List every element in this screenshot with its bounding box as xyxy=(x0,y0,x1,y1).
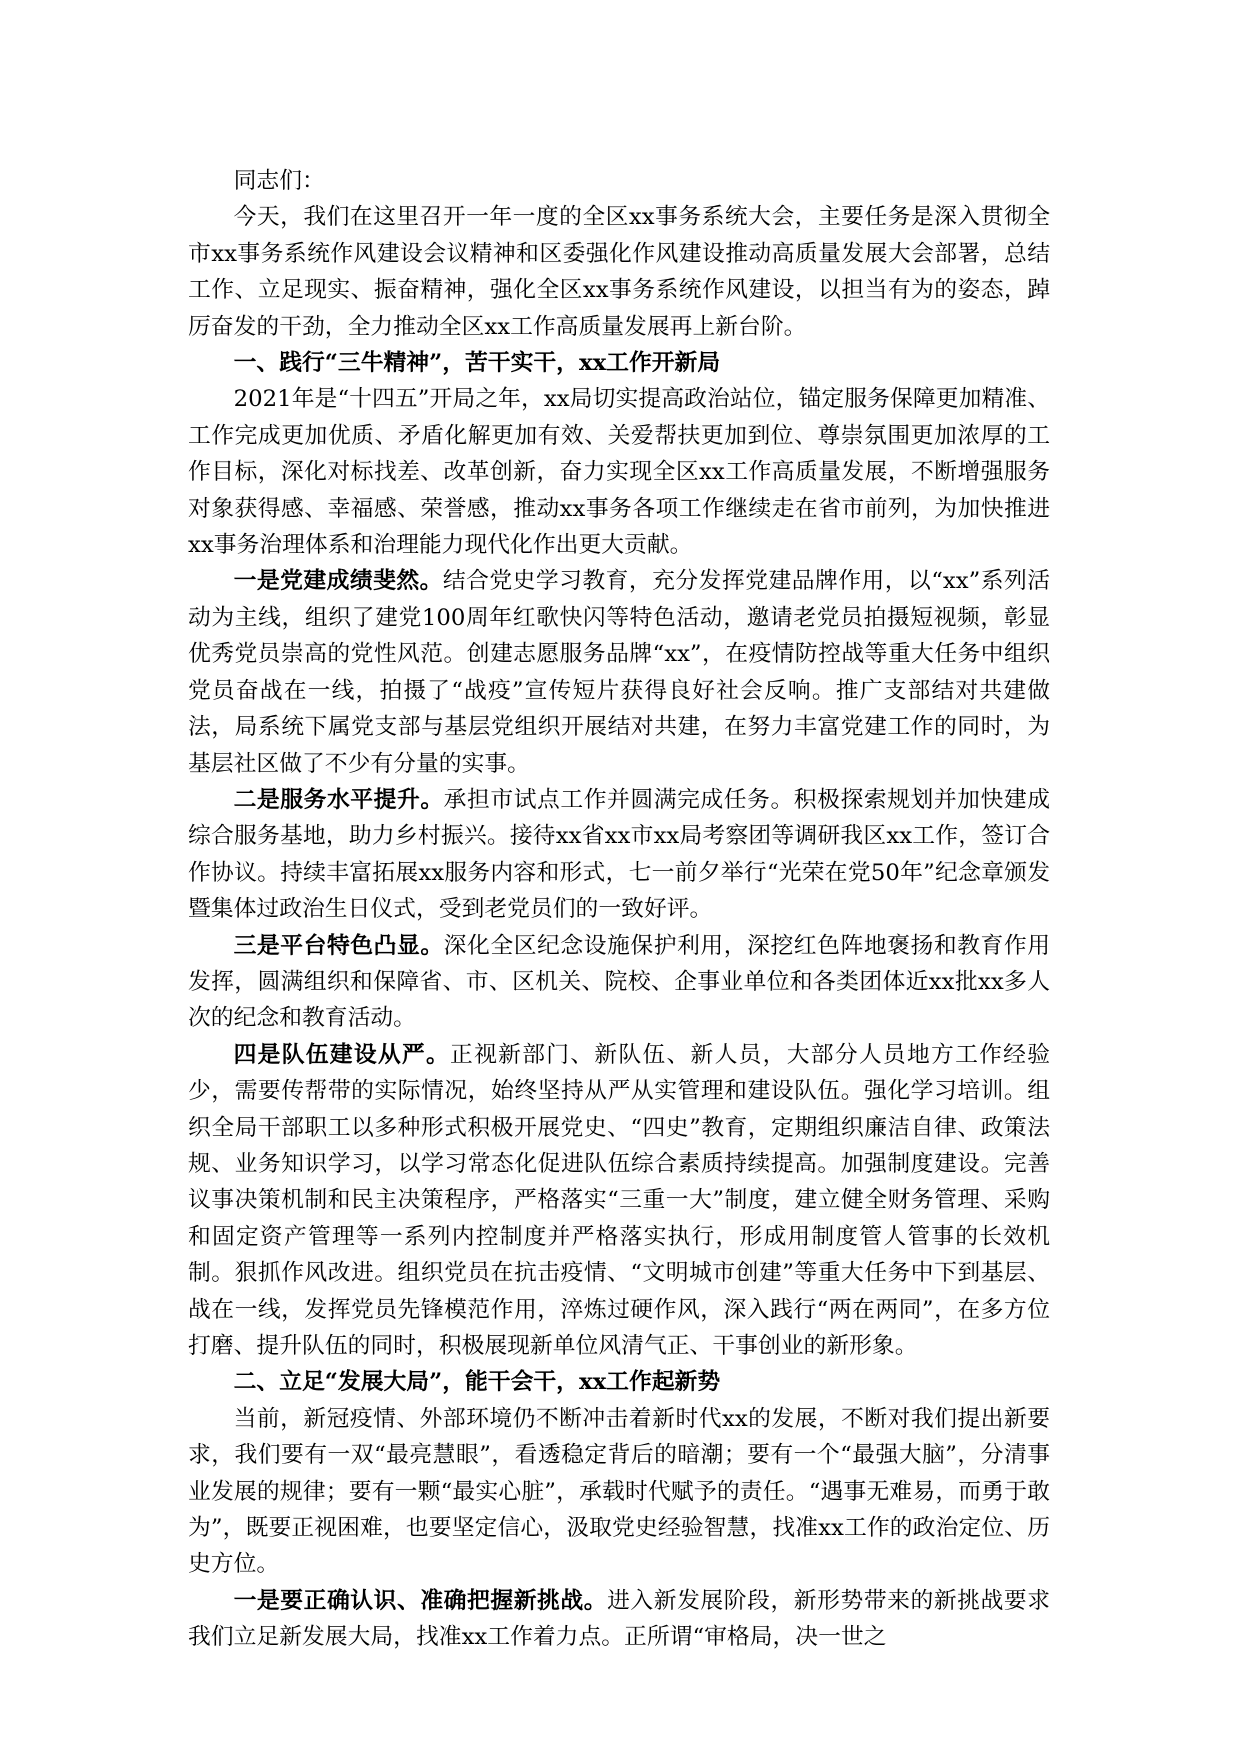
item-text: 承担市试点工作并圆满完成任务。积极探索规划并加快建成综合服务基地，助力乡村振兴。接待xx省xx市xx局考察团等调研我区xx工作，签订合作协议。持续丰富拓展xx服务内容和形式，七一前夕举行“光荣在党50年”纪念章颁发暨集体过政治生日仪式，受到老党员们的一致好评。 xyxy=(188,786,1051,923)
section-1-heading: 一、践行“三牛精神”，苦干实干，xx工作开新局 xyxy=(233,350,721,377)
section-1-item-2 xyxy=(188,782,1050,928)
item-lead: 二是服务水平提升。 xyxy=(233,786,444,813)
item-text: 深化全区纪念设施保护利用，深挖红色阵地褒扬和教育作用发挥，圆满组织和保障省、市、区机关、院校、企事业单位和各类团体近xx批xx多人次的纪念和教育活动。 xyxy=(188,932,1051,1032)
intro-paragraph: 今天，我们在这里召开一年一度的全区xx事务系统大会，主要任务是深入贯彻全市xx事务系统作风建设会议精神和区委强化作风建设推动高质量发展大会部署，总结工作、立足现实、振奋精神，强化全区xx事务系统作风建设，以担当有为的姿态，踔厉奋发的干劲，全力推动全区xx工作高质量发展再上新台阶。 xyxy=(188,204,1050,340)
section-2-item-1 xyxy=(188,1583,1050,1656)
section-1-intro: 2021年是“十四五”开局之年，xx局切实提高政治站位，锚定服务保障更加精准、工作完成更加优质、矛盾化解更加有效、关爱帮扶更加到位、尊崇氛围更加浓厚的工作目标，深化对标找差、改革创新，奋力实现全区xx工作高质量发展，不断增强服务对象获得感、幸福感、荣誉感，推动xx事务各项工作继续走在省市前列，为加快推进xx事务治理体系和治理能力现代化作出更大贡献。 xyxy=(188,386,1050,559)
salutation: 同志们： xyxy=(233,168,325,194)
item-text: 进入新发展阶段，新形势带来的新挑战要求我们立足新发展大局，找准xx工作着力点。正所谓“审格局，决一世之 xyxy=(188,1587,1051,1651)
section-2-intro: 当前，新冠疫情、外部环境仍不断冲击着新时代xx的发展，不断对我们提出新要求，我们要有一双“最亮慧眼”，看透稳定背后的暗潮；要有一个“最强大脑”，分清事业发展的规律；要有一颗“最实心脏”，承载时代赋予的责任。“遇事无难易，而勇于敢为”，既要正视困难，也要坚定信心，汲取党史经验智慧，找准xx工作的政治定位、历史方位。 xyxy=(188,1405,1050,1578)
item-lead: 四是队伍建设从严。 xyxy=(233,1041,451,1068)
section-1-item-1 xyxy=(188,563,1050,781)
section-2-heading: 二、立足“发展大局”，能干会干，xx工作起新势 xyxy=(233,1369,721,1396)
item-lead: 一是党建成绩斐然。 xyxy=(233,568,443,595)
section-1-item-4 xyxy=(188,1037,1050,1365)
item-text: 结合党史学习教育，充分发挥党建品牌作用，以“xx”系列活动为主线，组织了建党100周年红歌快闪等特色活动，邀请老党员拍摄短视频，彰显优秀党员崇高的党性风范。创建志愿服务品牌“xx”，在疫情防控战等重大任务中组织党员奋战在一线，拍摄了“战疫”宣传短片获得良好社会反响。推广支部结对共建做法，局系统下属党支部与基层党组织开展结对共建，在努力丰富党建工作的同时，为基层社区做了不少有分量的实事。 xyxy=(188,568,1051,777)
item-lead: 一是要正确认识、准确把握新挑战。 xyxy=(233,1587,608,1614)
item-lead: 三是平台特色凸显。 xyxy=(233,932,444,959)
item-text: 正视新部门、新队伍、新人员，大部分人员地方工作经验少，需要传帮带的实际情况，始终坚持从严从实管理和建设队伍。强化学习培训。组织全局干部职工以多种形式积极开展党史、“四史”教育，定期组织廉洁自律、政策法规、业务知识学习，以学习常态化促进队伍综合素质持续提高。加强制度建设。完善议事决策机制和民主决策程序，严格落实“三重一大”制度，建立健全财务管理、采购和固定资产管理等一系列内控制度并严格落实执行，形成用制度管人管事的长效机制。狠抓作风改进。组织党员在抗击疫情、“文明城市创建”等重大任务中下到基层、战在一线，发挥党员先锋模范作用，淬炼过硬作风，深入践行“两在两同”，在多方位打磨、提升队伍的同时，积极展现新单位风清气正、干事创业的新形象。 xyxy=(188,1041,1051,1359)
section-1-item-3 xyxy=(188,928,1050,1037)
